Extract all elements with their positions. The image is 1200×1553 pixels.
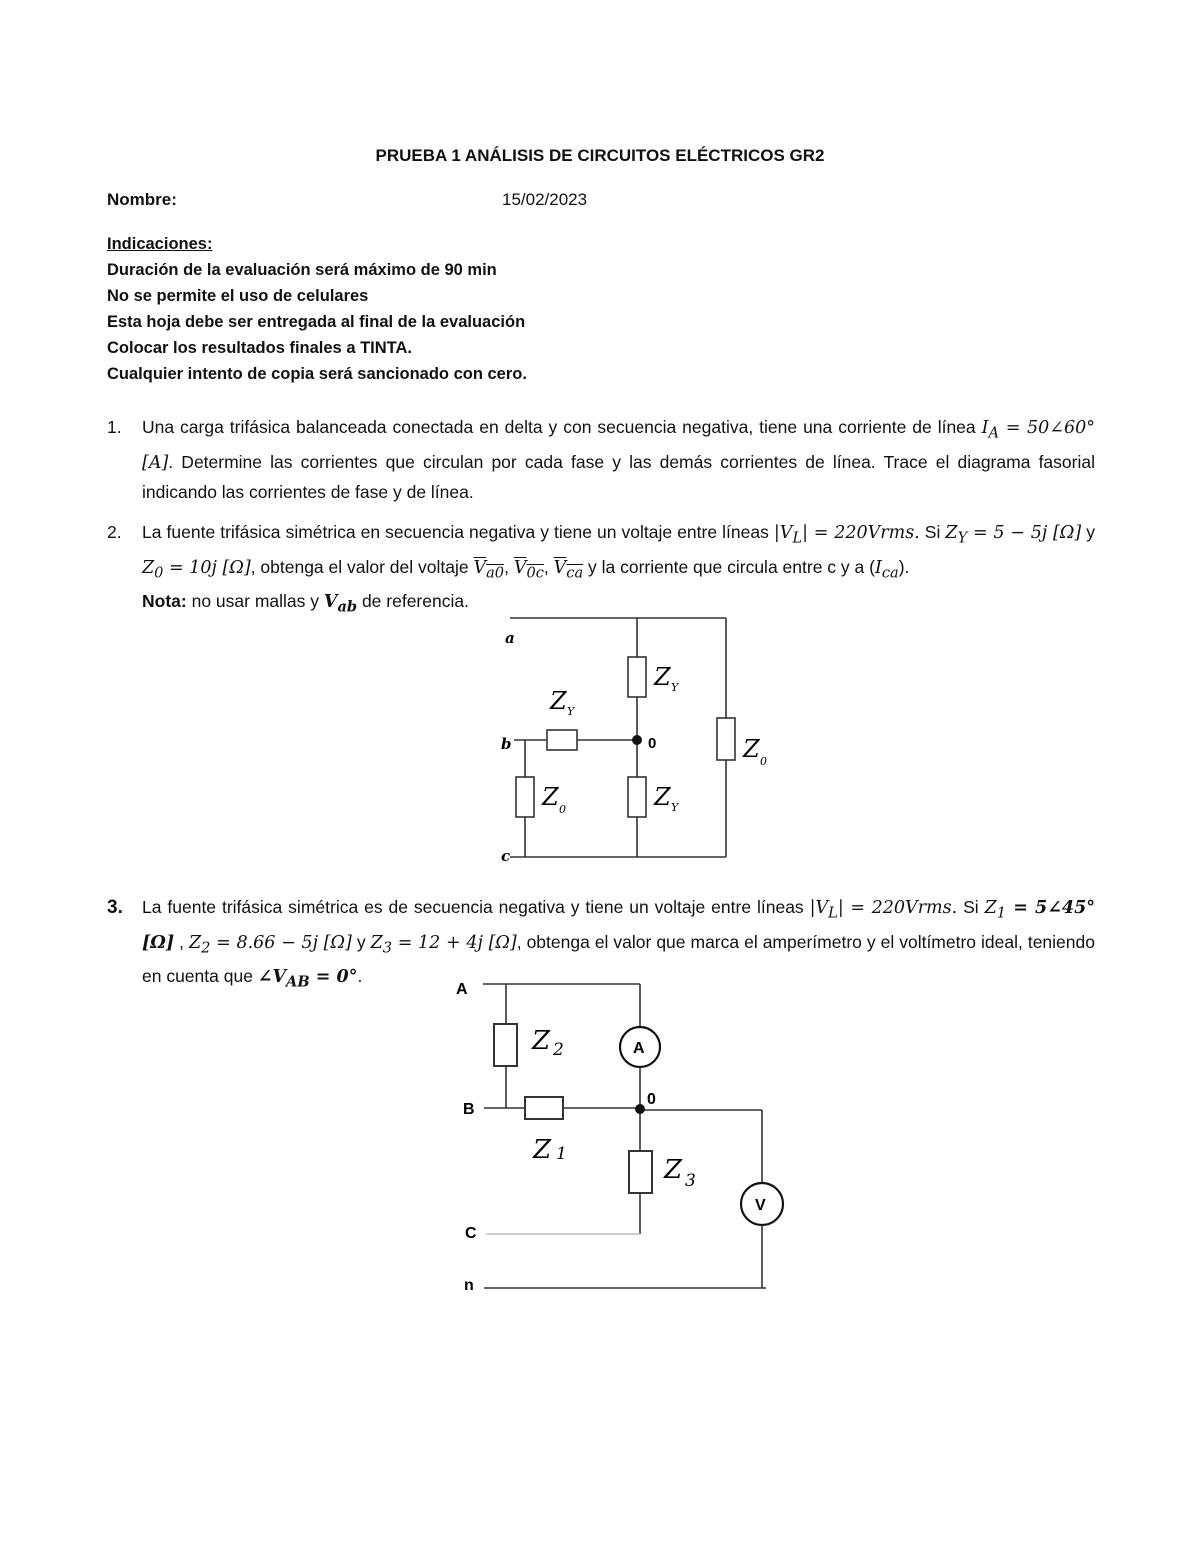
label-z3-sub: 3 xyxy=(685,1171,696,1191)
exam-date: 15/02/2023 xyxy=(502,190,588,209)
label-z2: Z xyxy=(532,1026,551,1056)
node-label-b: b xyxy=(501,735,512,753)
q-text-part: de referencia. xyxy=(357,591,469,611)
name-label: Nombre: xyxy=(107,190,177,209)
math-Vab: $V_{ab}$ xyxy=(323,592,358,616)
math-value: = 5∠45°[Ω] xyxy=(142,898,1095,953)
q-text-part: La fuente trifásica simétrica en secuencia negativa y tiene un voltaje entre líneas xyxy=(142,522,774,542)
node-label-n: n xyxy=(464,1277,474,1294)
node-0-dot xyxy=(632,735,642,745)
node-label-0: 0 xyxy=(647,1091,656,1108)
voltmeter-icon: V xyxy=(755,1197,766,1214)
label-zy-top-sub: Y xyxy=(671,681,679,694)
label-zy-left: Z xyxy=(550,687,567,715)
node-label-0: 0 xyxy=(648,735,657,752)
label-z1-sub: 1 xyxy=(556,1144,567,1164)
circuit-diagram-3 xyxy=(450,975,800,1300)
q-text-part: y xyxy=(351,931,371,952)
question-number: 1. xyxy=(107,417,122,437)
math-Z3: $Z_3 = 12 + 4j$ [Ω] xyxy=(370,932,517,956)
q-text-part: no usar mallas y xyxy=(186,591,324,611)
instructions-block xyxy=(107,231,527,387)
q-text-part: . xyxy=(357,966,363,986)
label-z0-left: Z xyxy=(542,783,559,811)
label-z1: Z xyxy=(533,1135,552,1165)
q-text-part: , obtenga el valor del voltaje xyxy=(250,556,474,577)
question-text: La fuente trifásica simétrica en secuencia negativa y tiene un voltaje entre líneas $|V_L|$ = 220Vrms. Si $Z_Y = 5 - 5j$ [Ω] y $Z_0 = 10j$ [Ω], obtenga el valor del voltaje $V_{a0}$, $V_{0c}$, $V_{ca}$ y la corriente que circula entre c y a $(I_{ca})$. Nota: no usar mallas y $V_{ab}$ de referencia. xyxy=(142,522,1095,616)
q-text-part: , xyxy=(174,931,189,952)
question-number: 2. xyxy=(107,522,122,542)
math-value: = 50∠60°[A] xyxy=(142,418,1095,473)
instruction-item: Duración de la evaluación será máximo de 90 min xyxy=(107,261,497,279)
circuit-diagram-2 xyxy=(480,605,800,870)
page-title: PRUEBA 1 ANÁLISIS DE CIRCUITOS ELÉCTRICOS GR2 xyxy=(375,146,825,165)
note-label: Nota: xyxy=(142,591,187,611)
instruction-item: Colocar los resultados finales a TINTA. xyxy=(107,339,413,357)
q-text-part: Si xyxy=(919,522,946,542)
node-label-C: C xyxy=(465,1225,477,1242)
math-Vca: $V_{ca}$ xyxy=(553,557,584,581)
q-text-part: y la corriente que circula entre c y a ( xyxy=(583,556,875,577)
math-Z2: $Z_2 = 8.66 - 5j$ [Ω] xyxy=(188,932,352,956)
math-angle-VAB: $\angle V_{AB} = 0^\circ$ xyxy=(257,967,358,991)
q-text-part: , obtenga el valor que marca el amperímetro y el voltímetro ideal, teniendo en cuenta que xyxy=(142,931,1095,986)
node-label-a: a xyxy=(505,629,515,647)
instruction-item: Cualquier intento de copia será sancionado con cero. xyxy=(107,365,527,383)
node-0-dot xyxy=(635,1104,645,1114)
q-text-part: y xyxy=(1081,522,1095,542)
question-1 xyxy=(107,413,1095,507)
instructions-heading: Indicaciones: xyxy=(107,235,213,253)
q-text-part: La fuente trifásica simétrica es de secuencia negativa y tiene un voltaje entre líneas xyxy=(142,897,810,917)
question-text xyxy=(142,413,1095,507)
math-IA: $I_A$ xyxy=(981,418,1000,442)
label-zy-left-sub: Y xyxy=(567,705,575,718)
math-Va0: $V_{a0}$ xyxy=(473,557,505,581)
math-Z0: $Z_0 = 10j$ [Ω] xyxy=(142,557,251,581)
label-zy-mid: Z xyxy=(654,783,671,811)
label-z0-right: Z xyxy=(743,735,760,763)
q-text-part: . Determine las corrientes que circulan por cada fase y las demás corrientes de línea. Trace el diagrama fasorial indicando las corrientes de fase y de línea. xyxy=(142,451,1095,502)
q-text-part: Si xyxy=(957,897,985,917)
node-label-c: c xyxy=(501,847,511,865)
q-text-part: ). xyxy=(898,556,910,577)
ammeter-icon: A xyxy=(633,1040,645,1057)
instruction-item: No se permite el uso de celulares xyxy=(107,287,369,305)
label-zy-mid-sub: Y xyxy=(671,801,679,814)
node-label-A: A xyxy=(456,981,468,998)
label-z0-left-sub: 0 xyxy=(559,803,566,816)
math-ZY: $Z_Y = 5 - 5j$ [Ω] xyxy=(945,523,1082,547)
label-zy-top: Z xyxy=(654,663,671,691)
math-Z1: $Z_1$ xyxy=(984,898,1007,922)
instruction-item: Esta hoja debe ser entregada al final de la evaluación xyxy=(107,313,526,331)
math-V0c: $V_{0c}$ xyxy=(513,557,544,581)
label-z3: Z xyxy=(664,1155,683,1185)
q-text-part: Una carga trifásica balanceada conectada en delta y con secuencia negativa, tiene una corriente de línea xyxy=(142,417,982,437)
math-VL: $|V_L|$ = 220Vrms. xyxy=(773,523,920,547)
math-Ica: $I_{ca}$ xyxy=(874,557,899,581)
question-number: 3. xyxy=(107,897,123,918)
math-VL: $|V_L|$ = 220Vrms. xyxy=(809,898,958,922)
label-z2-sub: 2 xyxy=(553,1040,564,1060)
node-label-B: B xyxy=(463,1101,475,1118)
label-z0-right-sub: 0 xyxy=(760,755,767,768)
